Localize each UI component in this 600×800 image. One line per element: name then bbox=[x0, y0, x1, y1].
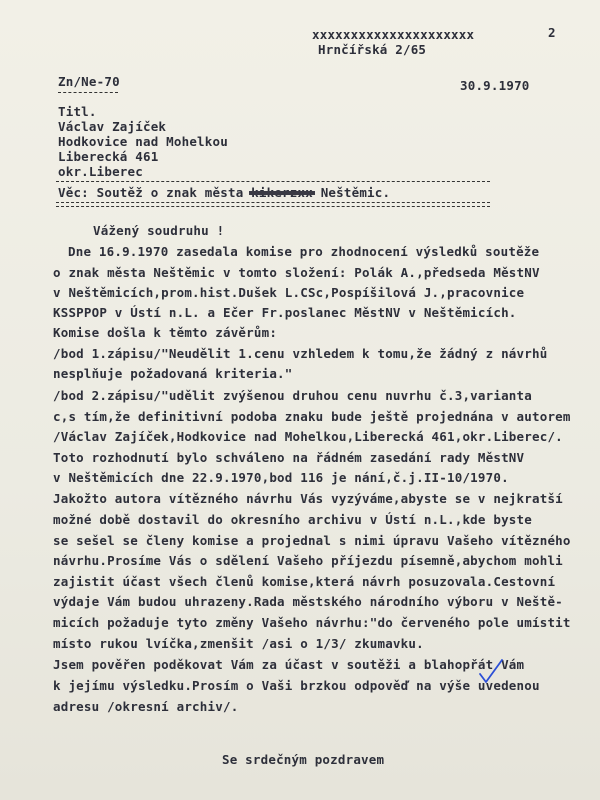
body-line: výdaje Vám budou uhrazeny.Rada městského národního výboru v Neště- bbox=[53, 594, 563, 609]
recipient-line-3: Hodkovice nad Mohelkou bbox=[58, 134, 228, 149]
body-line: zajistit účast všech členů komise,která návrh posuzovala.Cestovní bbox=[53, 574, 556, 589]
body-line: nesplňuje požadovaná kriteria." bbox=[53, 366, 293, 381]
subject-struck-word: kikerzxx bbox=[251, 185, 313, 200]
body-line: adresu /okresní archiv/. bbox=[53, 699, 239, 714]
closing: Se srdečným pozdravem bbox=[222, 752, 385, 767]
body-line: /Václav Zajíček,Hodkovice nad Mohelkou,Liberecká 461,okr.Liberec/. bbox=[53, 429, 563, 444]
body-line: k jejímu výsledku.Prosím o Vaši brzkou odpověď na výše uvedenou bbox=[53, 678, 540, 693]
body-line: Dne 16.9.1970 zasedala komise pro zhodnocení výsledků soutěže bbox=[68, 244, 540, 259]
body-line: místo rukou lvíčka,zmenšit /asi o 1/3/ zkumavku. bbox=[53, 636, 424, 651]
body-line: /bod 2.zápisu/"udělit zvýšenou druhou cenu nuvrhu č.3,varianta bbox=[53, 388, 532, 403]
handwritten-check-mark-icon bbox=[476, 656, 506, 686]
body-line: návrhu.Prosíme Vás o sdělení Vašeho příjezdu písemně,abychom mohli bbox=[53, 553, 563, 568]
body-line: se sešel se členy komise a projednal s nimi úpravu Vašeho vítězného bbox=[53, 533, 571, 548]
letter-date: 30.9.1970 bbox=[460, 78, 530, 93]
body-line: Jakožto autora vítězného návrhu Vás vyzýváme,abyste se v nejkratší bbox=[53, 491, 563, 506]
subject-rule-bottom-2 bbox=[56, 206, 490, 207]
reference-number: Zn/Ne-70 bbox=[58, 74, 120, 89]
body-line: Toto rozhodnutí bylo schváleno na řádném zasedání rady MěstNV bbox=[53, 450, 525, 465]
body-line: micích požaduje tyto změny Vašeho návrhu:"do červeného pole umístit bbox=[53, 615, 571, 630]
body-line: v Neštěmicích,prom.hist.Dušek L.CSc,Pospíšilová J.,pracovnice bbox=[53, 285, 525, 300]
header-crossed-line: xxxxxxxxxxxxxxxxxxxxx bbox=[312, 27, 475, 42]
body-line: o znak města Neštěmic v tomto složení: Polák A.,předseda MěstNV bbox=[53, 265, 540, 280]
header-address: Hrnčířská 2/65 bbox=[318, 42, 427, 57]
reference-underline bbox=[58, 92, 118, 93]
body-line: v Neštěmicích dne 22.9.1970,bod 116 je nání,č.j.II-10/1970. bbox=[53, 470, 509, 485]
body-line: možné době dostavil do okresního archivu v Ústí n.L.,kde byste bbox=[53, 512, 532, 527]
recipient-line-2: Václav Zajíček bbox=[58, 119, 167, 134]
body-line: /bod 1.zápisu/"Neudělit 1.cenu vzhledem k tomu,že žádný z návrhů bbox=[53, 346, 548, 361]
subject-suffix: Neštěmic. bbox=[320, 185, 391, 200]
recipient-line-1: Titl. bbox=[58, 104, 97, 119]
subject-line bbox=[58, 185, 390, 200]
page-number: 2 bbox=[548, 25, 556, 40]
recipient-line-5: okr.Liberec bbox=[58, 164, 143, 179]
body-line: Jsem pověřen poděkovat Vám za účast v soutěži a blahopřát Vám bbox=[53, 657, 525, 672]
subject-rule-top bbox=[56, 181, 490, 182]
body-line: c,s tím,že definitivní podoba znaku bude ještě projednána v autorem bbox=[53, 409, 571, 424]
recipient-line-4: Liberecká 461 bbox=[58, 149, 159, 164]
subject-rule-bottom-1 bbox=[56, 202, 490, 203]
subject-prefix: Věc: Soutěž o znak města bbox=[58, 185, 244, 200]
body-line: Komise došla k těmto závěrům: bbox=[53, 325, 278, 340]
body-line: KSSPPOP v Ústí n.L. a Ečer Fr.poslanec MěstNV v Neštěmicích. bbox=[53, 305, 517, 320]
salutation: Vážený soudruhu ! bbox=[93, 223, 225, 238]
